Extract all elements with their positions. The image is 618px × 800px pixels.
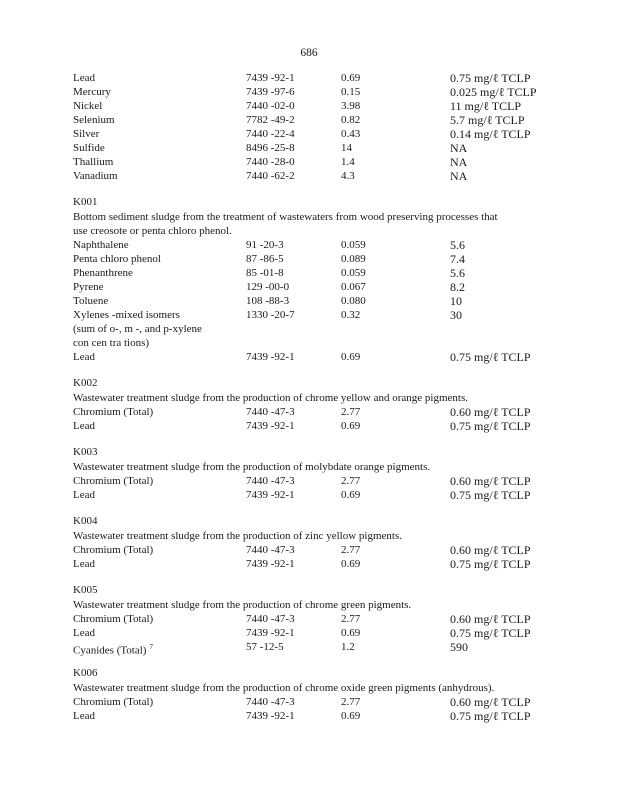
cas-number: 7439 -92-1 (246, 627, 295, 639)
constituent-name: Lead (73, 72, 95, 84)
table-row (73, 405, 543, 419)
wastewater-standard: 0.69 (341, 710, 361, 722)
constituent-name: Mercury (73, 86, 111, 98)
waste-code: K002 (73, 377, 98, 389)
waste-description: Wastewater treatment sludge from the production of zinc yellow pigments. (73, 530, 403, 542)
table-row (73, 155, 543, 169)
table-row (73, 85, 543, 99)
nonwastewater-standard: 0.60 mg/ℓ TCLP (450, 405, 531, 419)
table-row (73, 294, 543, 308)
wastewater-standard: 0.15 (341, 86, 361, 98)
cas-number: 7440 -62-2 (246, 170, 295, 182)
table-row (73, 419, 543, 433)
waste-code-k003 (73, 445, 543, 502)
constituent-name: Thallium (73, 156, 114, 168)
table-row (73, 488, 543, 502)
table-row (73, 169, 543, 183)
waste-code: K006 (73, 667, 98, 679)
nonwastewater-standard: 590 (450, 640, 468, 654)
wastewater-standard: 0.69 (341, 351, 361, 363)
constituent-name: Vanadium (73, 170, 118, 182)
wastewater-standard: 0.69 (341, 72, 361, 84)
cas-number: 7440 -02-0 (246, 100, 295, 112)
wastewater-standard: 0.067 (341, 281, 366, 293)
table-row (73, 350, 543, 364)
nonwastewater-standard: 10 (450, 294, 462, 308)
cas-number: 7439 -97-6 (246, 86, 295, 98)
waste-code-k001 (73, 195, 543, 364)
xylene-note (73, 336, 543, 350)
wastewater-standard: 0.059 (341, 239, 366, 251)
nonwastewater-standard: 0.60 mg/ℓ TCLP (450, 695, 531, 709)
constituent-name: Lead (73, 489, 95, 501)
cas-number: 7440 -47-3 (246, 544, 295, 556)
constituent-name (73, 640, 153, 658)
wastewater-standard: 0.69 (341, 558, 361, 570)
regulation-table (73, 71, 543, 723)
nonwastewater-standard: NA (450, 169, 468, 183)
cas-number: 7440 -47-3 (246, 613, 295, 625)
constituent-name: Nickel (73, 100, 103, 112)
wastewater-standard: 0.059 (341, 267, 366, 279)
constituent-name: Lead (73, 710, 95, 722)
wastewater-standard: 2.77 (341, 544, 361, 556)
wastewater-standard: 2.77 (341, 613, 361, 625)
constituent-name: Chromium (Total) (73, 406, 154, 418)
waste-code-k005 (73, 583, 543, 657)
table-row (73, 238, 543, 252)
nonwastewater-standard: NA (450, 141, 468, 155)
waste-code: K003 (73, 446, 98, 458)
nonwastewater-standard: 0.75 mg/ℓ TCLP (450, 419, 531, 433)
cas-number: 7439 -92-1 (246, 351, 295, 363)
wastewater-standard: 0.32 (341, 309, 361, 321)
xylene-note-line: con cen tra tions) (73, 337, 150, 349)
cas-number: 7439 -92-1 (246, 489, 295, 501)
wastewater-standard: 2.77 (341, 406, 361, 418)
waste-description: Bottom sediment sludge from the treatment of wastewaters from wood preserving processes that (73, 211, 498, 223)
cas-number: 7440 -22-4 (246, 128, 295, 140)
cas-number: 7439 -92-1 (246, 710, 295, 722)
constituent-name: Xylenes -mixed isomers (73, 309, 180, 321)
table-row (73, 141, 543, 155)
nonwastewater-standard: 0.75 mg/ℓ TCLP (450, 488, 531, 502)
cas-number: 85 -01-8 (246, 267, 284, 279)
table-row (73, 71, 543, 85)
wastewater-standard: 0.82 (341, 114, 361, 126)
wastewater-standard: 0.69 (341, 627, 361, 639)
table-row (73, 474, 543, 488)
cas-number: 7440 -47-3 (246, 475, 295, 487)
wastewater-standard: 0.69 (341, 420, 361, 432)
table-row (73, 709, 543, 723)
constituent-name: Lead (73, 420, 95, 432)
wastewater-standard: 0.089 (341, 253, 366, 265)
nonwastewater-standard: 0.60 mg/ℓ TCLP (450, 612, 531, 626)
wastewater-standard: 0.080 (341, 295, 366, 307)
table-row (73, 308, 543, 322)
constituent-name: Lead (73, 558, 95, 570)
table-row (73, 543, 543, 557)
nonwastewater-standard: 8.2 (450, 280, 465, 294)
nonwastewater-standard: 0.75 mg/ℓ TCLP (450, 557, 531, 571)
cyanides-label: Cyanides (Total) (73, 644, 147, 657)
waste-code-k006 (73, 666, 543, 723)
nonwastewater-standard: 0.14 mg/ℓ TCLP (450, 127, 531, 141)
nonwastewater-standard: 0.75 mg/ℓ TCLP (450, 350, 531, 364)
constituent-name: Lead (73, 627, 95, 639)
cas-number: 7440 -47-3 (246, 696, 295, 708)
cas-number: 129 -00-0 (246, 281, 290, 293)
nonwastewater-standard: 7.4 (450, 252, 465, 266)
wastewater-standard: 4.3 (341, 170, 355, 182)
waste-code: K001 (73, 196, 98, 208)
nonwastewater-standard: 0.75 mg/ℓ TCLP (450, 71, 531, 85)
constituent-name: Silver (73, 128, 100, 140)
nonwastewater-standard: 0.75 mg/ℓ TCLP (450, 626, 531, 640)
cas-number: 7439 -92-1 (246, 72, 295, 84)
constituent-name: Sulfide (73, 142, 105, 154)
nonwastewater-standard: 30 (450, 308, 462, 322)
constituent-name: Toluene (73, 295, 109, 307)
xylene-note-line: (sum of o-, m -, and p-xylene (73, 323, 202, 335)
cas-number: 8496 -25-8 (246, 142, 295, 154)
nonwastewater-standard: 0.60 mg/ℓ TCLP (450, 543, 531, 557)
cas-number: 7439 -92-1 (246, 558, 295, 570)
constituent-name: Pyrene (73, 281, 104, 293)
waste-description-cont: use creosote or penta chloro phenol. (73, 225, 232, 237)
waste-code-k002 (73, 376, 543, 433)
cas-number: 108 -88-3 (246, 295, 290, 307)
nonwastewater-standard: NA (450, 155, 468, 169)
waste-description: Wastewater treatment sludge from the production of molybdate orange pigments. (73, 461, 431, 473)
cas-number: 7440 -47-3 (246, 406, 295, 418)
nonwastewater-standard: 0.75 mg/ℓ TCLP (450, 709, 531, 723)
table-row (73, 626, 543, 640)
cas-number: 91 -20-3 (246, 239, 284, 251)
table-row (73, 113, 543, 127)
waste-description: Wastewater treatment sludge from the production of chrome green pigments. (73, 599, 412, 611)
footnote-marker: 7 (149, 643, 153, 651)
cas-number: 87 -86-5 (246, 253, 284, 265)
wastewater-standard: 3.98 (341, 100, 361, 112)
wastewater-standard: 2.77 (341, 696, 361, 708)
wastewater-standard: 1.2 (341, 641, 355, 653)
table-row (73, 280, 543, 294)
constituent-name: Chromium (Total) (73, 696, 154, 708)
waste-code-k004 (73, 514, 543, 571)
table-row (73, 99, 543, 113)
nonwastewater-standard: 0.60 mg/ℓ TCLP (450, 474, 531, 488)
cas-number: 7439 -92-1 (246, 420, 295, 432)
wastewater-standard: 1.4 (341, 156, 355, 168)
waste-code: K004 (73, 515, 98, 527)
constituent-name: Naphthalene (73, 239, 129, 251)
nonwastewater-standard: 5.6 (450, 266, 465, 280)
constituent-name: Lead (73, 351, 95, 363)
xylene-note (73, 322, 543, 336)
cas-number: 7782 -49-2 (246, 114, 295, 126)
constituent-name: Phenanthrene (73, 267, 133, 279)
constituent-name: Selenium (73, 114, 115, 126)
table-row (73, 266, 543, 280)
table-row (73, 252, 543, 266)
nonwastewater-standard: 11 mg/ℓ TCLP (450, 99, 522, 113)
constituent-name: Chromium (Total) (73, 475, 154, 487)
wastewater-standard: 0.69 (341, 489, 361, 501)
wastewater-standard: 2.77 (341, 475, 361, 487)
table-row (73, 127, 543, 141)
waste-description: Wastewater treatment sludge from the production of chrome oxide green pigments (anhydrous). (73, 682, 495, 694)
nonwastewater-standard: 5.6 (450, 238, 465, 252)
table-row (73, 695, 543, 709)
waste-description: Wastewater treatment sludge from the production of chrome yellow and orange pigments. (73, 392, 468, 404)
table-row (73, 557, 543, 571)
constituent-name: Chromium (Total) (73, 613, 154, 625)
wastewater-standard: 0.43 (341, 128, 361, 140)
cas-number: 7440 -28-0 (246, 156, 295, 168)
nonwastewater-standard: 0.025 mg/ℓ TCLP (450, 85, 537, 99)
constituent-name: Chromium (Total) (73, 544, 154, 556)
table-row (73, 612, 543, 626)
nonwastewater-standard: 5.7 mg/ℓ TCLP (450, 113, 525, 127)
cas-number: 1330 -20-7 (246, 309, 295, 321)
wastewater-standard: 14 (341, 142, 352, 154)
page-number: 686 (300, 47, 318, 59)
constituent-name: Penta chloro phenol (73, 253, 161, 265)
table-row (73, 640, 543, 657)
continuation-block (73, 71, 543, 183)
waste-code: K005 (73, 584, 98, 596)
cas-number: 57 -12-5 (246, 641, 284, 653)
